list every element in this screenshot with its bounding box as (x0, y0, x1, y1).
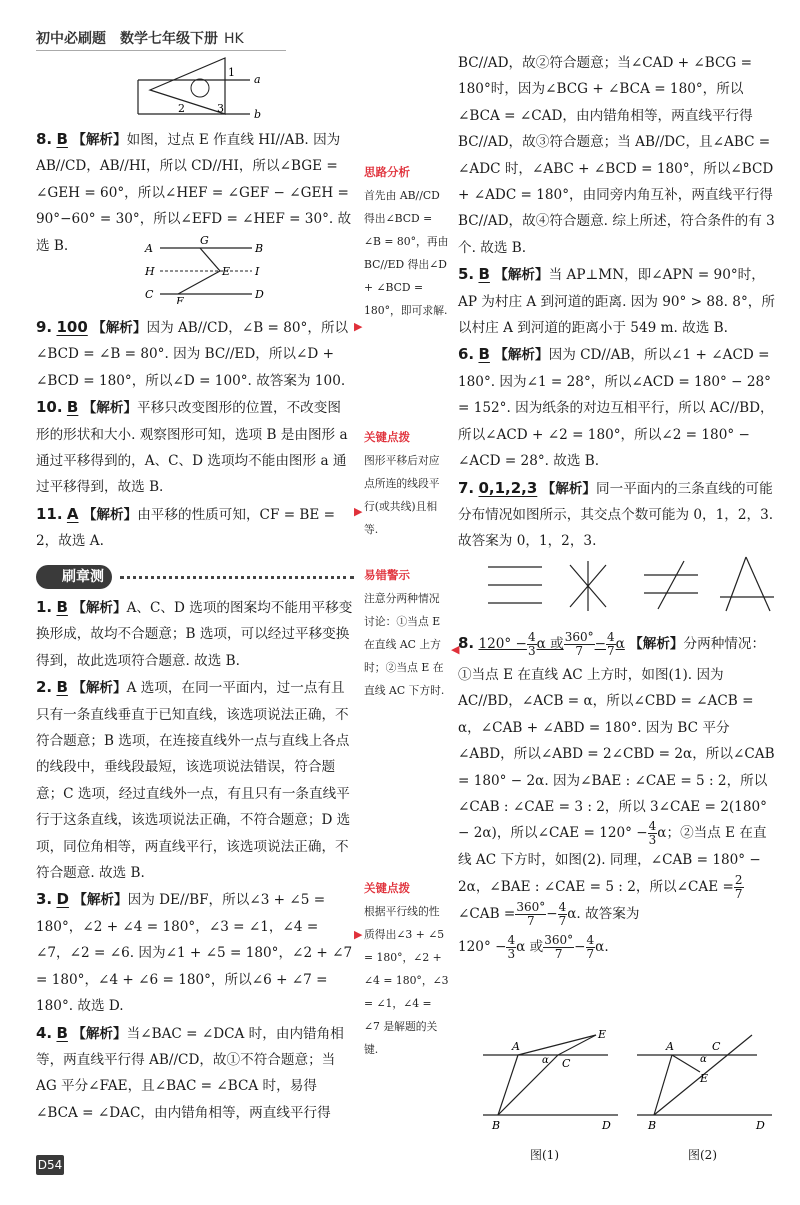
fig-label: D (602, 1119, 611, 1132)
fig-label: a (254, 73, 261, 86)
section-header (36, 565, 354, 589)
fig-label: 3 (217, 102, 224, 115)
section-question-3: 3. D 【解析】因为 DE//BF，所以∠3 + ∠5 = 180°，∠2 + ∠4 = 180°，∠3 = ∠1，∠4 = ∠7，∠2 = ∠6. 因为∠1 + ∠5 = 180°，∠2 + ∠7 = 180°，∠4 + ∠6 = 180°，所以∠6 + ∠7 = 180°. 故选 D. (36, 890, 353, 1015)
question-10: 10. B 【解析】平移只改变图形的位置，不改变图形的形状和大小. 观察图形可知，选项 B 是由图形 a 通过平移得到的，A、C、D 选项均不能由图形 a 通过平移得到，故选 B. (36, 398, 348, 496)
pointer-arrow-icon: ◀ (451, 643, 460, 656)
side-note-title: 关键点拨 (364, 430, 410, 444)
fig-label: α (700, 1054, 707, 1065)
right-column-top (458, 50, 776, 555)
header-rule (36, 50, 286, 51)
section-question-2: 2. B 【解析】A 选项，在同一平面内，过一点有且只有一条直线垂直于已知直线，该选项说法正确，不符合题意；B 选项，在连接直线外一点与直线上各点的线段中，垂线段最短，该选项说法错误，符合题意；C 选项，经过直线外一点，有且只有一条直线平行于这条直线，该选项说法正确，不符合题意；D 选项，同位角相等，两直线平行，该选项说法正确，不符合题意. 故选 B. (36, 678, 351, 882)
header-edition: HK (224, 31, 244, 47)
fraction: $\frac{4}{3}$ (648, 819, 657, 848)
pointer-arrow-icon: ▶ (354, 320, 363, 333)
section-question-1: 1. B 【解析】A、C、D 选项的图案均不能用平移变换形成，故均不合题意；B 选项，可以经过平移变换得到，故此选项符合题意. 故选 B. (36, 598, 353, 669)
side-note-thinking (364, 160, 450, 322)
section-question-5: 5. B 【解析】当 AP⊥MN，即∠APN = 90°时，AP 为村庄 A 到河道的距离. 因为 90° > 88. 8°，所以村庄 A 到河道的距离小于 549 m. 故选 B. (458, 265, 775, 337)
fig-label: E (598, 1030, 607, 1041)
figure-2-caption: 图(2) (688, 1148, 717, 1162)
fig-label: E (222, 265, 231, 278)
answer-formula: 120° − $\frac{4}{3}$ α 或 $\frac{360^\circ}{7}$ − $\frac{4}{7}$ α (478, 630, 625, 658)
fig-label: b (254, 108, 262, 121)
page-number: D54 (36, 1155, 64, 1175)
figure-1 (478, 1030, 628, 1140)
side-note-warning (364, 563, 450, 702)
figure-ruler-triangle (130, 52, 270, 122)
side-note-key-2 (364, 876, 450, 1061)
section-question-8: 8. 120° − $\frac{4}{3}$ α 或 $\frac{360^\circ}{7}$ − $\frac{4}{7}$ α 【解析】分两种情况： ①当点 E 在直线 AC 上方时，如图(1). 因为 AC//BD，∠ACB = α，所以∠CBD = ∠ACB = α，∠CAB + ∠ABD = 180°. 因为 BC 平分∠ABD，所以∠ABD = 2∠CBD = 2α，所以∠CAB = 180° − 2α. 因为∠BAE : ∠CAE = 5 : 2，所以∠CAB : ∠CAE = 3 : 2，所以 3∠CAE = 2(180° − 2α)，所以∠CAE = 120° − $\frac{4}{3}$ α；②当点 E 在直线 AC 下方时，如图(2). 同理，∠CAB = 180° − 2α，∠BAE : ∠CAE = 5 : 2，所以∠CAE = $\frac{2}{7}$ ∠CAB = $\frac{360^\circ}{7}$ − $\frac{4}{7}$ α. 故答案为 120° − $\frac{4}{3}$ α 或 $\frac{360^\circ}{7}$ − $\frac{4}{7}$ α. (458, 630, 775, 961)
section-question-4: 4. B 【解析】当∠BAC = ∠DCA 时，由内错角相等，两直线平行得 AB//CD，故①不符合题意；当 AG 平分∠FAE，且∠BAC = ∠BCA 时，易得∠BCA = ∠DAC，由内错角相等，两直线平行得 (36, 1023, 344, 1121)
fig-label: G (200, 234, 209, 247)
fig-label: A (512, 1040, 520, 1053)
left-column-bottom (36, 594, 354, 1126)
fraction: $\frac{4}{7}$ (558, 899, 567, 928)
figure-2 (632, 1030, 782, 1140)
section-question-6: 6. B 【解析】因为 CD//AB，所以∠1 + ∠ACD = 180°. 因为∠1 = 28°，所以∠ACD = 180° − 28° = 152°. 因为纸条的对边互相平行，所以 AC//BD，所以∠ACD + ∠2 = 180°，所以∠2 = 180° − ∠ACD = 28°. 故选 B. (458, 345, 774, 470)
pointer-arrow-icon: ▶ (354, 505, 363, 518)
fig-label: C (562, 1057, 571, 1070)
figure-q8-parallel-lines (140, 234, 270, 304)
fig-label: F (176, 295, 184, 304)
fig-label: 2 (178, 102, 185, 115)
side-note-text: 首先由 AB//CD 得出∠BCD = ∠B = 80°，再由 BC//ED 得出∠D + ∠BCD = 180°，即可求解. (364, 189, 449, 317)
fraction: $\frac{4}{3}$ (527, 630, 536, 658)
side-note-title: 思路分析 (364, 165, 410, 179)
question-8: 8. B 【解析】如图，过点 E 作直线 HI//AB. 因为 AB//CD，AB//HI，所以 CD//HI，所以∠BGE = ∠GEH = 60°，所以∠HEF = ∠GEF − ∠GEH = 90°−60° = 30°，所以∠EFD = ∠HEF = 30°. 故选 B. (36, 130, 352, 254)
fig-label: I (255, 265, 260, 278)
section-badge: 刷章测 (36, 565, 112, 589)
fig-label: B (648, 1119, 657, 1132)
fig-label: E (700, 1072, 709, 1085)
fig-label: A (145, 242, 153, 255)
question-11: 11. A 【解析】由平移的性质可知，CF = BE = 2，故选 A. (36, 504, 336, 550)
fig-label: H (145, 265, 155, 278)
side-note-title: 关键点拨 (364, 881, 410, 895)
side-note-text: 图形平移后对应点所连的线段平行(或共线)且相等. (364, 454, 440, 536)
left-column-mid (36, 314, 354, 555)
question-9: 9. 100 【解析】因为 AB//CD，∠B = 80°，所以∠BCD = ∠B = 80°. 因为 BC//ED，所以∠D + ∠BCD = 180°，所以∠D = 100°. 故答案为 100. (36, 318, 349, 389)
fraction: $\frac{360^\circ}{7}$ (516, 899, 546, 928)
fig-label: C (712, 1040, 721, 1053)
fig-label: D (255, 288, 264, 301)
fig-label: B (492, 1119, 501, 1132)
figure-1-caption: 图(1) (530, 1148, 559, 1162)
pointer-arrow-icon: ▶ (354, 928, 363, 941)
fraction: $\frac{4}{7}$ (606, 630, 615, 658)
figure-three-lines (480, 555, 780, 615)
fig-label: B (255, 242, 264, 255)
question-4-continued: BC//AD，故②符合题意；当∠CAD + ∠BCG = 180°时，因为∠BCG + ∠BCA = 180°，所以∠BCA = ∠CAD，由内错角相等，两直线平行得 BC//AD，故③符合题意；当 AB//DC，且∠ABC = ∠ADC 时，∠ABC + ∠BCD = 180°，所以∠BCD + ∠ADC = 180°，由同旁内角互补，两直线平行得 BC//AD，故④符合题意. 综上所述，符合条件的有 3 个. 故选 B. (458, 55, 775, 256)
fraction: $\frac{360^\circ}{7}$ (544, 932, 574, 961)
fraction: $\frac{2}{7}$ (734, 872, 743, 901)
section-divider (120, 576, 354, 579)
fig-label: α (542, 1055, 549, 1066)
fig-label: 1 (228, 66, 235, 79)
fraction: $\frac{4}{3}$ (507, 932, 516, 961)
fraction: $\frac{4}{7}$ (586, 932, 595, 961)
side-note-text: 根据平行线的性质得出∠3 + ∠5 = 180°，∠2 + ∠4 = 180°，∠3 = ∠1，∠4 = ∠7 是解题的关键. (364, 905, 449, 1056)
fraction: $\frac{360^\circ}{7}$ (564, 630, 594, 658)
side-note-key-1 (364, 425, 450, 541)
fig-label: D (756, 1119, 765, 1132)
side-note-text: 注意分两种情况讨论：①当点 E 在直线 AC 上方时；②当点 E 在直线 AC 下方时. (364, 592, 445, 697)
book-header (36, 28, 244, 48)
side-note-title: 易错警示 (364, 568, 410, 582)
header-title: 初中必刷题 数学七年级下册 (36, 31, 218, 47)
fig-label: C (145, 288, 154, 301)
fig-label: A (666, 1040, 674, 1053)
section-question-7: 7. 0,1,2,3 【解析】同一平面内的三条直线的可能分布情况如图所示，其交点个数可能为 0，1，2，3. 故答案为 0，1，2，3. (458, 478, 774, 550)
